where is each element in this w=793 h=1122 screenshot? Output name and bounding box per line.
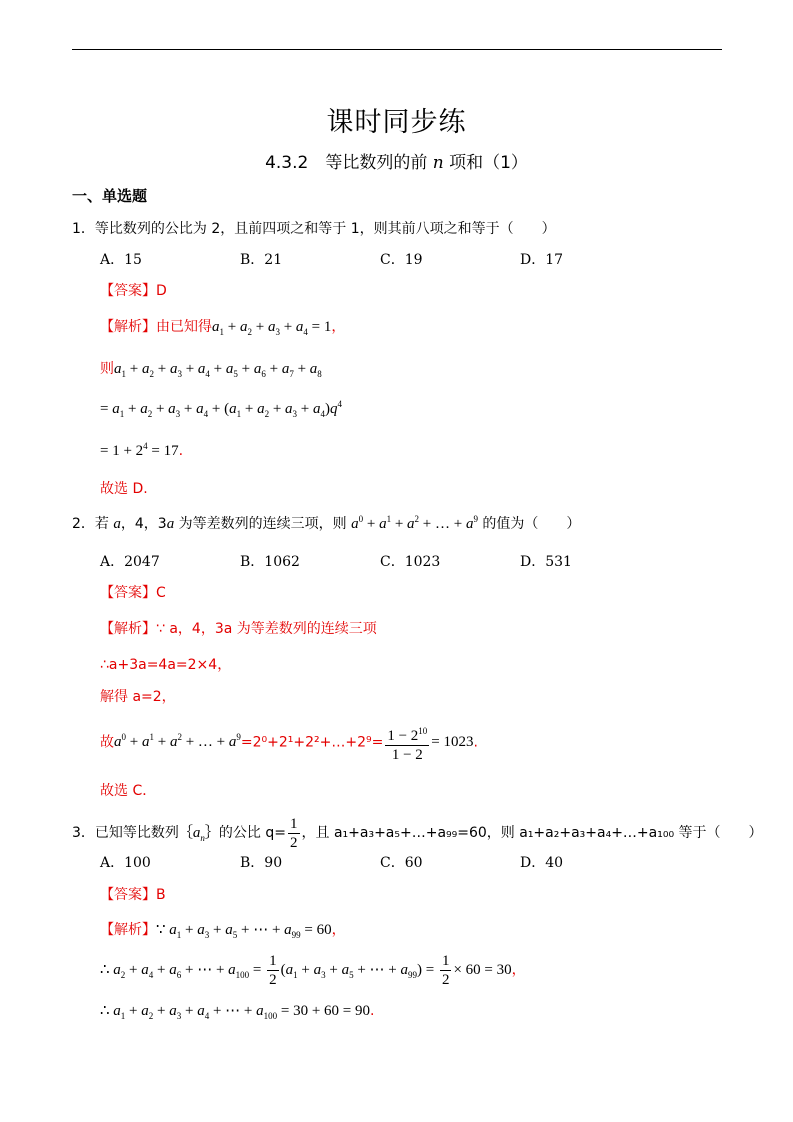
q1-option-b: B．21 — [240, 252, 283, 268]
q3-formula-1: ∵ $a_1 + a_3 + a_5$ + ⋯ + $a_{99} = 60$ — [156, 922, 332, 940]
subtitle-var: n — [432, 153, 444, 173]
q2-stem-mid: ，4，3 — [120, 516, 167, 532]
q2-analysis-line1 — [100, 618, 377, 638]
q3-half: $\frac{1}{2}$ — [290, 816, 298, 851]
subtitle-prefix: 4.3.2 等比数列的前 — [265, 153, 433, 173]
q1-analysis-line1: 【解析】由已知得$a_1 + a_2 + a_3 + a_4 = 1$， — [100, 319, 346, 337]
q3-stem-mid2: ，且 a₁+a₃+a₅+…+a₉₉=60，则 a₁+a₂+a₃+a₄+…+a₁₀₀ 等于（ ） — [301, 824, 763, 841]
q1-stem: 1．等比数列的公比为 2，且前四项之和等于 1，则其前八项之和等于（ ） — [72, 221, 556, 237]
q3-stem-prefix: 3．已知等比数列｛ — [72, 824, 193, 841]
q1-answer-value: D — [156, 283, 167, 299]
page-title: 课时同步练 — [326, 107, 467, 138]
q3-analysis-line1: 【解析】∵ $a_1 + a_3 + a_5$ + ⋯ + $a_{99} = 60$， — [100, 922, 346, 940]
q1-formula-3: = $a_1 + a_2 + a_3 + a_4 + (a_1 + a_2 + a_3 + a_4)q^4$ — [100, 399, 342, 419]
q1-option-c: C．19 — [380, 252, 423, 268]
q2-option-a: A．2047 — [100, 554, 160, 570]
q3-stem-mid: ｝的公比 q= — [204, 824, 286, 841]
q2-answer-label: 【答案】 — [100, 585, 156, 601]
q1-answer-label: 【答案】 — [100, 283, 156, 299]
q3-option-d: D．40 — [520, 855, 564, 871]
q1-analysis-text: 由已知得 — [156, 319, 212, 335]
q2-formula-red: =2⁰+2¹+2²+…+2⁹= — [240, 734, 384, 751]
q2-analysis-line4: 故$a^0 + a^1 + a^2$ + … + $a^9=2^0+2^1+2^2+\dots+2^9=$ $\frac{1 - 2^{10}}{1 - 2}$ = 1023. — [100, 722, 478, 764]
q1-analysis-line2 — [100, 358, 322, 379]
section-heading: 一、单选题 — [72, 187, 148, 205]
q2-answer-value: C — [156, 585, 166, 601]
q3-analysis-line2: ∴ $a_2 + a_4 + a_6$ + ⋯ + $a_{100}$ = $\frac{1}{2}$ ($a_1 + a_3 + a_5$ + ⋯ + $a_{99}$) = $\frac{1}{2}$ × 60 = 30， — [100, 953, 526, 988]
q1-option-a: A．15 — [100, 252, 142, 268]
q3-seq: $a_n$ — [192, 824, 205, 843]
q1-formula-1: $a_1 + a_2 + a_3 + a_4 = 1$ — [212, 319, 332, 337]
q3-answer-label: 【答案】 — [100, 887, 156, 903]
q2-var-a: a — [113, 516, 121, 532]
q2-var-a2: a — [166, 516, 175, 532]
q1-option-d: D．17 — [520, 252, 564, 268]
q1-conclusion: 故选 D. — [100, 481, 148, 497]
q2-option-d: D．531 — [520, 554, 572, 570]
q1-answer — [100, 280, 167, 300]
header-rule — [72, 49, 722, 50]
q3-answer-value: B — [156, 887, 166, 903]
q3-stem — [72, 815, 763, 852]
subtitle-suffix: 项和（1） — [443, 153, 528, 173]
q1-line2-prefix: 则 — [100, 361, 114, 377]
q3-option-a: A．100 — [100, 855, 151, 871]
q2-stem-formula: $a^0 + a^1 + a^2$ + … + $a^9$ — [351, 514, 478, 532]
q1-analysis-line3 — [100, 399, 342, 419]
q2-analysis-line2: ∴a+3a=4a=2×4， — [100, 657, 232, 673]
q3-analysis-label: 【解析】 — [100, 922, 156, 938]
q1-formula-4: = $1 + 2^4 = 17$ — [100, 441, 179, 459]
q2-formula-sum: $a^0 + a^1 + a^2$ + … + $a^9$ — [114, 732, 241, 751]
q2-analysis-line3: 解得 a=2， — [100, 689, 176, 705]
q2-stem-mid2: 为等差数列的连续三项，则 — [174, 516, 352, 532]
q3-formula-2: ∴ $a_2 + a_4 + a_6$ + ⋯ + $a_{100}$ = $\frac{1}{2}$ ($a_1 + a_3 + a_5$ + ⋯ + $a_{99}$) = $\frac{1}{2}$ × 60 = 30 — [100, 953, 512, 988]
q3-option-c: C．60 — [380, 855, 423, 871]
q2-stem-suffix: 的值为（ ） — [477, 516, 581, 532]
q2-analysis-label: 【解析】 — [100, 621, 156, 637]
q1-analysis-line4: = $1 + 2^4 = 17$. — [100, 441, 184, 459]
q1-analysis-label: 【解析】 — [100, 319, 156, 335]
q2-stem — [72, 513, 580, 533]
q2-option-b: B．1062 — [240, 554, 300, 570]
q2-conclusion: 故选 C． — [100, 783, 157, 799]
q3-option-b: B．90 — [240, 855, 283, 871]
q3-answer — [100, 884, 166, 904]
q2-analysis-text: ∵ a，4，3a 为等差数列的连续三项 — [156, 621, 377, 637]
q2-formula-frac: $\frac{1 - 2^{10}}{1 - 2}$ = 1023 — [383, 734, 473, 750]
page-subtitle — [0, 148, 793, 173]
q2-line4-prefix: 故 — [100, 734, 114, 751]
q1-formula-2: $a_1 + a_2 + a_3 + a_4 + a_5 + a_6 + a_7 + a_8$ — [114, 361, 322, 379]
q2-stem-prefix: 2．若 — [72, 516, 114, 532]
q2-answer — [100, 582, 166, 602]
q2-option-c: C．1023 — [380, 554, 441, 570]
q3-formula-3: ∴ $a_1 + a_2 + a_3 + a_4$ + ⋯ + $a_{100} = 30 + 60 = 90$ — [100, 1003, 371, 1021]
q3-analysis-line3: ∴ $a_1 + a_2 + a_3 + a_4$ + ⋯ + $a_{100} = 30 + 60 = 90$. — [100, 1003, 375, 1021]
